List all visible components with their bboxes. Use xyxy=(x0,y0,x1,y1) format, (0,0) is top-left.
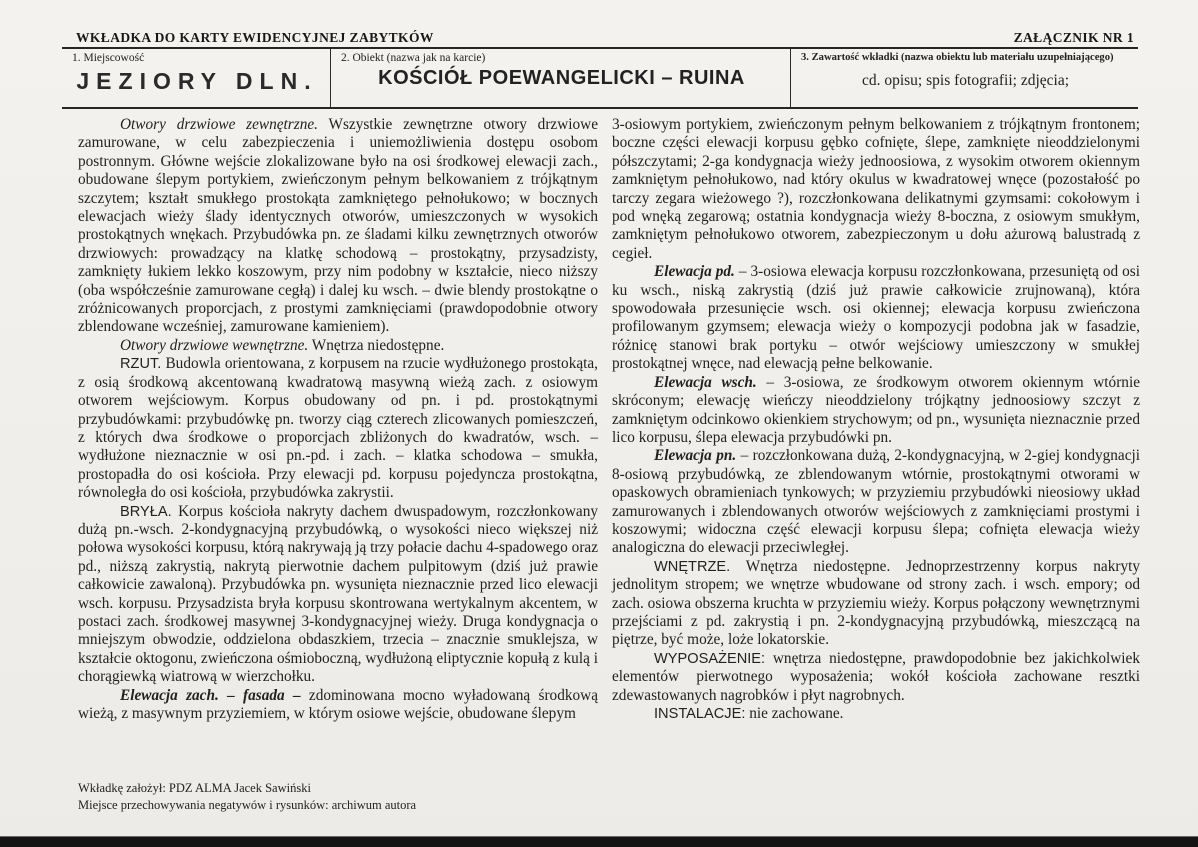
paragraph-lead: Elewacja pd. xyxy=(654,263,735,281)
paragraph-otwory-zewnetrzne xyxy=(78,116,598,337)
paragraph-lead: Elewacja pn. xyxy=(654,447,737,465)
paragraph-otwory-wewnetrzne xyxy=(78,337,598,355)
paragraph-text: – 3-osiowa elewacja korpusu rozczłonkowana, przesuniętą od osi ku wsch., niską zakrystią (dziś już prawie całkowicie zrujnowaną), która spowodowała przesunięcie wsch. osi okiennej; elewacja korpusu zwieńczona profilowanym gzymsem; elewacja wieży o kompozycji podobna jak w fasadzie, różnicę stanowi brak portyku – otwór wejściowy umieszczony w smukłej prostokątnej wnęce, nad elewacją pełne belkowanie. xyxy=(612,263,1140,373)
paragraph-text: Wnętrza niedostępne. Jednoprzestrzenny korpus nakryty jednolitym stropem; we wnętrze wbudowane od strony zach. i wsch. empory; od zach. osiowa obszerna kruchta w przyziemiu wieży. Korpus połączony wewnętrznymi przejściami z pd. zakrystią i pn. 2-kondygnacyjną przybudówką, mieszczącą na piętrze, być może, loże lokatorskie. xyxy=(612,557,1140,649)
paragraph-text: zdominowana mocno wyładowaną środkową wieżą, z masywnym przyziemiem, w którym osiowe wejście, obudowane ślepym xyxy=(78,686,598,722)
paragraph-text: Budowla orientowana, z korpusem na rzucie wydłużonego prostokąta, z osią środkową akcentowaną kwadratową masywną wieżą zach. z osiowym otworem wejściowym. Korpus obudowany od pn. i pd. prostokątnymi przybudówkami: przybudówkę pn. tworzy ciąg czterech zlicowanych pomieszczeń, z których dwa środkowe o proporcjach zbliżonych do kwadratów, wsch. – wydłużone nieznacznie w osi pn.-pd. i zach. – klatka schodowa – smukła, prostopadła do osi kościoła. Przy elewacji pd. korpusu pojedyncza prostokątna, równoległa do osi kościoła, przybudówka zakrystii. xyxy=(78,355,598,502)
paragraph-lead: WNĘTRZE. xyxy=(654,558,731,575)
field-insert-content xyxy=(790,49,1138,107)
paragraph-wyposazenie xyxy=(612,650,1140,705)
paragraph-lead: Elewacja zach. – fasada – xyxy=(120,686,301,704)
paragraph-instalacje xyxy=(612,705,1140,723)
paragraph-text: – rozczłonkowana dużą, 2-kondygnacyjną, w 2-giej kondygnacji 8-osiową przybudówką, ze zblendowanym wtórnie, prostokątnymi otworami w opaskowych obramieniach tynkowych; w przyziemiu przybudówki nieosiowy układ zamurowanych i zblendowanych otworów wejściowych z zamknięciami prostymi i koszowymi; widoczna część elewacji korpusu ślepa; cofnięta elewacja wieży analogiczna do elewacji przeciwległej. xyxy=(612,447,1140,557)
paragraph-elewacja-pd xyxy=(612,263,1140,373)
field-object-value: KOŚCIÓŁ POEWANGELICKI – RUINA xyxy=(378,67,745,89)
header-form-row xyxy=(62,49,1138,109)
scan-edge-bar xyxy=(0,836,1198,847)
paragraph-text: Wnętrza niedostępne. xyxy=(308,336,445,354)
paragraph-lead: Otwory drzwiowe zewnętrzne. xyxy=(120,116,318,133)
footer-archive-line: Miejsce przechowywania negatywów i rysunków: archiwum autora xyxy=(78,798,417,812)
paragraph-text: wnętrza niedostępne, prawdopodobnie bez jakichkolwiek elementów pierwotnego wyposażenia; wokół kościoła zachowane resztki zdewastowanych nagrobków i płyt nagrobnych. xyxy=(612,649,1140,704)
paragraph-rzut xyxy=(78,355,598,502)
paragraph-text: Korpus kościoła nakryty dachem dwuspadowym, rozczłonkowany dużą pn.-wsch. 2-kondygnacyjną przybudówką, o wysokości nieco większej niż połowa wysokości korpusu, którą nakrywają ją trzy połacie dachu 4-spadowego oraz pd., niższą zakrystią, nakrytą pierwotnie dachem pulpitowym (dziś już prawie całkowicie zawaloną). Przybudówka pn. wysunięta nieznacznie przed lico elewacji wsch. korpusu. Przysadzista bryła korpusu skontrowana wertykalnym akcentem, w postaci zach. środkowej masywnej 3-kondygnacyjnej wieży. Druga kondygnacja o mniejszym obwodzie, oddzielona obdaszkiem, trzecia – znacznie smuklejsza, w kształcie oktogonu, zwieńczona ośmioboczną, wydłużoną eliptycznie kopułą z kulą i chorągiewką wiatrową w wierzchołku. xyxy=(78,502,598,686)
paragraph-elewacja-zach-continued xyxy=(612,116,1140,263)
paragraph-text: 3-osiowym portykiem, zwieńczonym pełnym belkowaniem z trójkątnym frontonem; boczne części elewacji korpusu gębko cofnięte, ślepe, zamknięte nieoddzielonymi półszczytami; 2-ga kondygnacja wieży jednoosiowa, z wysokim otworem okiennym zamkniętym pełnołukowo, nad który okulus w kwadratowej wnęce (pozostałość po tarczy zegara wieżowego ?), rozczłonkowana delikatnymi gzymsami: cokołowym i pod wnęką zegarową; ostatnia kondygnacja wieży 8-boczna, z osiowym smukłym, zamkniętym pełnołukowo otworem, zabezpieczonym u dołu ażurową balustradą z cegieł. xyxy=(612,116,1140,262)
paragraph-text: Wszystkie zewnętrzne otwory drzwiowe zamurowane, w celu zabezpieczenia i uniemożliwienia dostępu osobom postronnym. Główne wejście zlokalizowane było na osi środkowej elewacji zach., obudowane ślepym portykiem, zwieńczonym pełnym belkowaniem z trójkątnym szczytem; kształt smukłego prostokąta zamkniętego pełnołukowo; w bocznych elewacjach wieży ślady identycznych otworów, umieszczonych w wysokich prostokątnych wnękach. Przybudówka pn. ze śladami kilku zewnętrznych otworów drzwiowych: prowadzący na klatkę schodową – prostokątny, przysadzisty, zamknięty łukiem lekko koszowym, przy nim podobny w kształcie, nieco niższy (oba współcześnie zamurowane cegłą) i dalej ku wsch. – dwie blendy prostokątne o zróżnicowanych proporcjach, z prostymi zamknięciami (prawdopodobnie otwory zblendowane wcześniej, zamurowane kamieniem). xyxy=(78,116,598,336)
paragraph-elewacja-pn xyxy=(612,447,1140,557)
document-title: WKŁADKA DO KARTY EWIDENCYJNEJ ZABYTKÓW xyxy=(76,30,434,45)
paragraph-lead: RZUT. xyxy=(120,356,162,373)
paragraph-bryla xyxy=(78,503,598,687)
footer-author-line: Wkładkę założył: PDZ ALMA Jacek Sawiński xyxy=(78,781,311,795)
paragraph-elewacja-wsch xyxy=(612,374,1140,448)
field-locality-label: 1. Miejscowość xyxy=(72,52,145,64)
text-column-right xyxy=(612,116,1140,723)
text-column-left xyxy=(78,116,598,723)
paragraph-lead: INSTALACJE: xyxy=(654,706,746,722)
paragraph-text: – 3-osiowa, ze środkowym otworem okiennym wtórnie skróconym; elewację wieńczy nieoddzielony trójkątny jednoosiowy szczyt z zamkniętym odcinkowo okienkiem strychowym; od pn., wysunięta nieznacznie przed lico korpusu, ślepa elewacja przybudówki pn. xyxy=(612,373,1140,446)
body-columns xyxy=(78,116,1140,723)
field-object-label: 2. Obiekt (nazwa jak na karcie) xyxy=(341,52,486,64)
paragraph-text: nie zachowane. xyxy=(745,705,844,722)
field-object xyxy=(330,49,790,107)
paragraph-lead: WYPOSAŻENIE: xyxy=(654,650,766,667)
paragraph-lead: BRYŁA. xyxy=(120,503,172,520)
annex-label: ZAŁĄCZNIK NR 1 xyxy=(1013,30,1134,45)
field-insert-content-label: 3. Zawartość wkładki (nazwa obiektu lub materiału uzupełniającego) xyxy=(801,52,1114,63)
paragraph-lead: Otwory drzwiowe wewnętrzne. xyxy=(120,336,309,354)
paragraph-wnetrze xyxy=(612,558,1140,650)
paragraph-lead: Elewacja wsch. xyxy=(654,373,757,391)
field-locality xyxy=(62,49,330,107)
paragraph-elewacja-zach xyxy=(78,687,598,724)
footer xyxy=(78,780,416,814)
field-locality-value: JEZIORY DLN. xyxy=(76,68,318,94)
field-insert-content-value: cd. opisu; spis fotografii; zdjęcia; xyxy=(861,72,1070,89)
